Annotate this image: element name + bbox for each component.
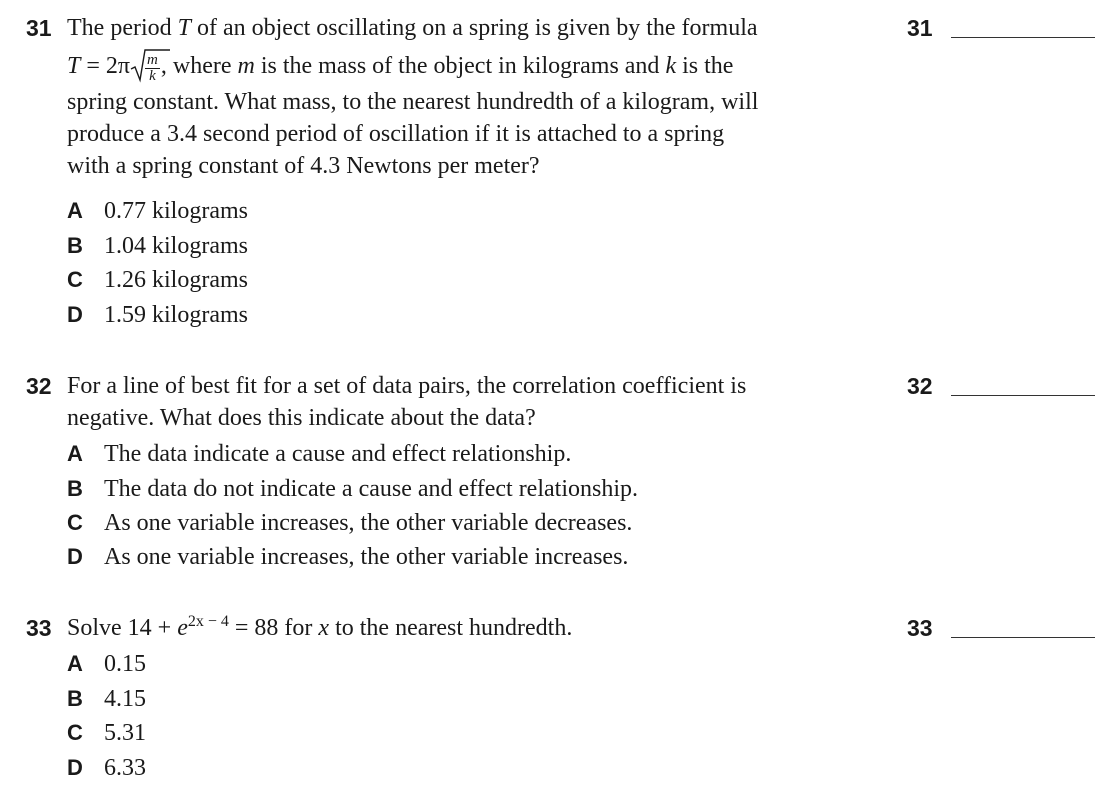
choice-d[interactable]: D 1.59 kilograms [67,302,248,328]
choice-d[interactable]: D As one variable increases, the other variable increases. [67,544,629,570]
question-stem [67,612,877,644]
choice-a[interactable]: A 0.77 kilograms [67,198,248,224]
answer-blank[interactable] [951,395,1095,396]
question-number: 33 [26,615,52,641]
question-number: 32 [26,373,52,399]
answer-blank[interactable] [951,637,1095,638]
answer-blank[interactable] [951,37,1095,38]
choice-c[interactable]: C 5.31 [67,720,146,746]
choice-b[interactable]: B 4.15 [67,686,146,712]
radical-sign-icon [130,47,170,83]
stem-line: Solve $14 + e^{2x - 4} = 88$ for x to the nearest hundredth. [67,613,573,641]
answer-number: 33 [907,615,933,641]
stem-line: produce a 3.4 second period of oscillation if it is attached to a spring [67,120,725,147]
choice-c[interactable]: C As one variable increases, the other variable decreases. [67,510,633,536]
fraction-m-over-k: $\frac{m}{k}$ [147,51,158,84]
answer-number: 32 [907,373,933,399]
choice-a[interactable]: A 0.15 [67,651,146,677]
question-stem [67,12,877,182]
choice-b[interactable]: B The data do not indicate a cause and effect relationship. [67,476,638,502]
stem-line: For a line of best fit for a set of data pairs, the correlation coefficient is [67,373,747,399]
question-stem [67,370,877,434]
stem-line: negative. What does this indicate about the data? [67,405,536,431]
choice-d[interactable]: D 6.33 [67,755,146,781]
stem-line: spring constant. What mass, to the nearest hundredth of a kilogram, will [67,88,759,115]
square-root [130,51,161,84]
stem-formula-line: T = 2π $\frac{m}{k}$ , where m is the mass of the object in kilograms and k is the [67,50,877,84]
choice-a[interactable]: A The data indicate a cause and effect relationship. [67,441,572,467]
answer-number: 31 [907,15,933,41]
stem-line: The period T of an object oscillating on a spring is given by the formula [67,15,758,41]
choice-c[interactable]: C 1.26 kilograms [67,267,248,293]
stem-line: with a spring constant of 4.3 Newtons per meter? [67,152,540,179]
question-number: 31 [26,15,52,41]
choice-b[interactable]: B 1.04 kilograms [67,233,248,259]
